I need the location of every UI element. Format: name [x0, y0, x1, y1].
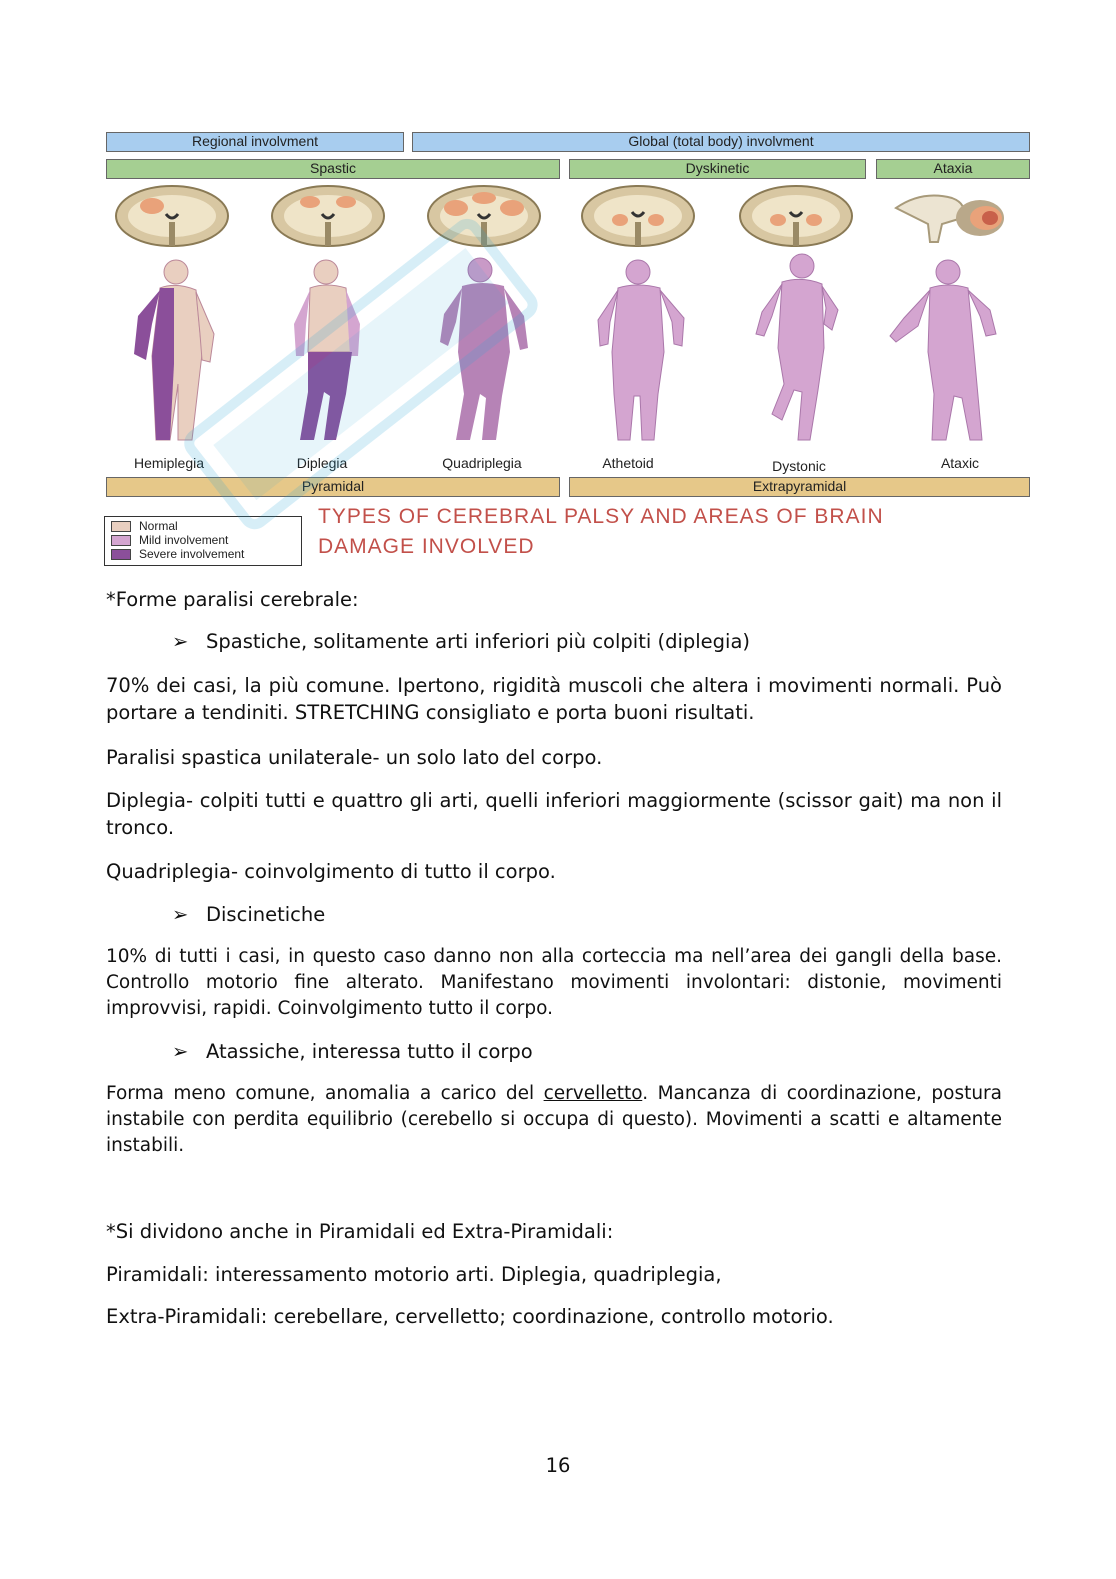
body-figure-icon	[890, 260, 996, 440]
paragraph-unilaterale: Paralisi spastica unilaterale- un solo lato del corpo.	[106, 746, 603, 769]
figure-legend	[104, 516, 302, 566]
brain-coronal-icon	[272, 186, 384, 246]
bullet-atassiche-text: Atassiche, interessa tutto il corpo	[206, 1040, 533, 1063]
hemiplegia-illustration	[104, 184, 244, 454]
swatch-mild	[111, 535, 131, 546]
label-diplegia: Diplegia	[296, 455, 348, 471]
legend-row-severe	[111, 547, 295, 561]
paragraph-forma-meno-comune	[106, 1081, 1002, 1159]
bar-pyramidal: Pyramidal	[106, 477, 560, 497]
body-figure-icon	[294, 260, 360, 440]
body-figure-icon	[134, 260, 214, 440]
brain-coronal-icon	[740, 186, 852, 246]
body-figure-icon	[598, 260, 684, 440]
brain-coronal-icon	[116, 186, 228, 246]
label-dystonic: Dystonic	[772, 458, 826, 474]
swatch-severe	[111, 549, 131, 560]
label-ataxic: Ataxic	[940, 455, 980, 471]
paragraph-diplegia: Diplegia- colpiti tutti e quattro gli arti, quelli inferiori maggiormente (scissor gait) ma non il tronco.	[106, 789, 1002, 839]
label-quadriplegia: Quadriplegia	[442, 455, 522, 471]
header-regional: Regional involvment	[106, 132, 404, 152]
bullet-discinetiche-text: Discinetiche	[206, 903, 326, 926]
bullet-atassiche	[172, 1038, 533, 1065]
label-hemiplegia: Hemiplegia	[133, 455, 205, 471]
legend-normal-label: Normal	[139, 519, 178, 533]
category-dyskinetic: Dyskinetic	[569, 159, 866, 179]
paragraph-extra-piramidali: Extra-Piramidali: cerebellare, cervelletto; coordinazione, controllo motorio.	[106, 1305, 834, 1328]
paragraph-piramidali: Piramidali: interessamento motorio arti. Diplegia, quadriplegia,	[106, 1263, 722, 1286]
ataxic-illustration	[882, 184, 1022, 454]
bullet-discinetiche	[172, 901, 325, 928]
arrow-bullet-icon: ➢	[172, 903, 189, 926]
figure-caption	[318, 502, 1018, 562]
quadriplegia-illustration	[416, 184, 556, 454]
bullet-spastiche-text: Spastiche, solitamente arti inferiori più colpiti (diplegia)	[206, 630, 751, 653]
paragraph-forme: *Forme paralisi cerebrale:	[106, 588, 359, 611]
paragraph-10-percent: 10% di tutti i casi, in questo caso danno non alla corteccia ma nell’area dei gangli della base. Controllo motorio fine alterato. Manifestano movimenti involontari: distonie, movimenti improvvisi, rapidi. Coinvolgimento tutto il corpo.	[106, 946, 1002, 1019]
header-global: Global (total body) involvment	[412, 132, 1030, 152]
diplegia-illustration	[260, 184, 400, 454]
body-figure-icon	[440, 258, 528, 440]
paragraph-si-dividono: *Si dividono anche in Piramidali ed Extra-Piramidali:	[106, 1220, 614, 1243]
forma-text-a: Forma meno comune, anomalia a carico del	[106, 1083, 544, 1104]
category-ataxia: Ataxia	[876, 159, 1030, 179]
cerebral-palsy-figure	[104, 128, 1032, 573]
dystonic-illustration	[728, 184, 868, 454]
swatch-normal	[111, 521, 131, 532]
bar-extrapyramidal: Extrapyramidal	[569, 477, 1030, 497]
brain-coronal-icon	[428, 186, 540, 246]
arrow-bullet-icon: ➢	[172, 1040, 189, 1063]
label-athetoid: Athetoid	[602, 455, 654, 471]
caption-line-2: DAMAGE INVOLVED	[318, 535, 535, 558]
cervelletto-link[interactable]: cervelletto	[543, 1083, 643, 1104]
legend-severe-label: Severe involvement	[139, 547, 245, 561]
caption-line-1: TYPES OF CEREBRAL PALSY AND AREAS OF BRAIN	[318, 505, 884, 528]
paragraph-quadriplegia: Quadriplegia- coinvolgimento di tutto il corpo.	[106, 860, 556, 883]
bullet-spastiche	[172, 628, 750, 655]
paragraph-70-percent: 70% dei casi, la più comune. Ipertono, rigidità muscoli che altera i movimenti normali. Può portare a tendiniti. STRETCHING consigliato e porta buoni risultati.	[106, 674, 1002, 724]
legend-mild-label: Mild involvement	[139, 533, 229, 547]
legend-row-mild	[111, 533, 295, 547]
brain-coronal-icon	[582, 186, 694, 246]
arrow-bullet-icon: ➢	[172, 630, 189, 653]
page-number: 16	[545, 1454, 571, 1477]
category-spastic: Spastic	[106, 159, 560, 179]
legend-row-normal	[111, 519, 295, 533]
body-figure-icon	[756, 254, 838, 440]
forma-text-b: . Mancanza di coordinazione, postura instabile con perdita equilibrio (cerebello si occupa di questo). Movimenti a scatti e altamente instabili.	[106, 1083, 1002, 1156]
brain-sagittal-icon	[896, 196, 1004, 242]
athetoid-illustration	[574, 184, 714, 454]
